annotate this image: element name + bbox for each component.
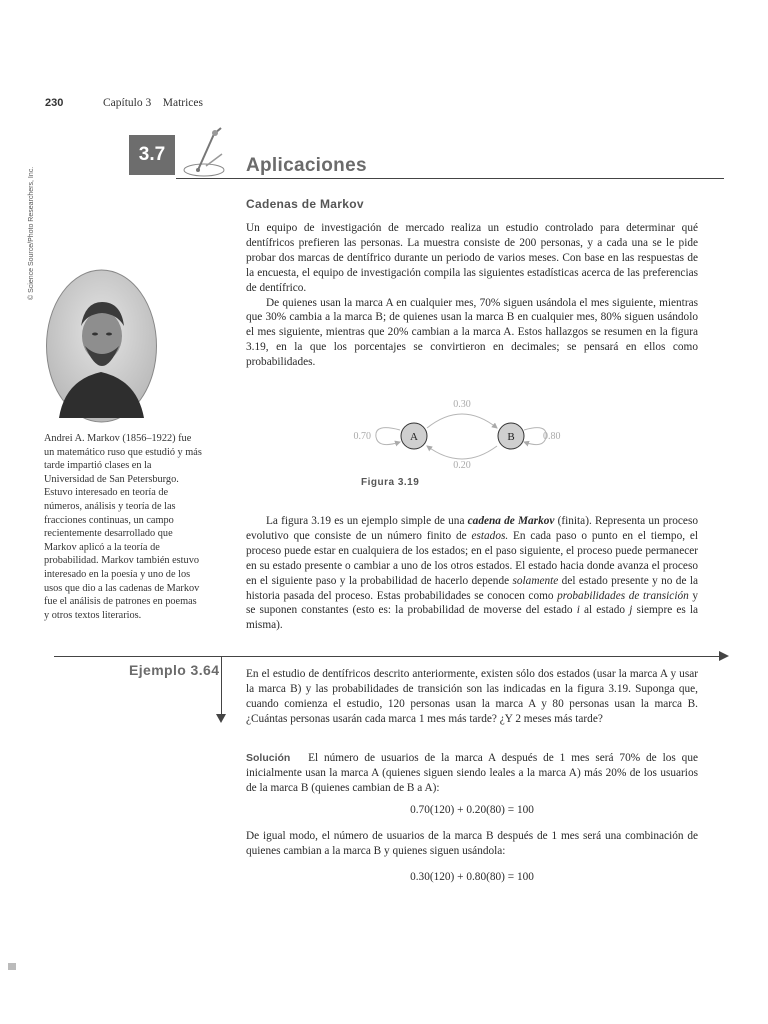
arrow-right-icon [719,651,731,662]
example-rule [54,656,726,657]
middle-text: De igual modo, el número de usuarios de la marca B después de 1 mes será una combinación de quienes cambian a la marca B y quienes siguen usándola: [246,830,698,857]
term-probabilidades-de-transicion: probabilidades de transición [557,589,689,602]
arrow-down-icon [216,714,227,724]
running-header: Capítulo 3 Matrices [103,97,203,109]
state-a-label: A [410,431,418,443]
example-statement: En el estudio de dentífricos descrito anteriormente, existen sólo dos estados (usar la marca A y usar la marca B) y las probabilidades de transición son las indicadas en la figura 3.19. Suponga que, cuando comienza el estudio, 120 personas usan la marca A y 80 personas usan la marca B. ¿Cuántas personas usarán cada marca 1 mes más tarde? ¿Y 2 meses más tarde? [246,668,698,725]
portrait-caption: Andrei A. Markov (1856–1922) fue un matemático ruso que estudió y más tarde impartió clases en la Universidad de San Petersburgo. Estuvo interesado en teoría de números, análisis y teoría de las fracciones continuas, un campo recientemente desarrollado que Markov aplicó a la teoría de probabilidad. Markov también estuvo interesado en la poesía y uno de los usos que dio a las cadenas de Markov fue el análisis de patrones en poemas y otros textos literarios. [44,433,202,621]
edge-a-to-b [427,414,497,428]
intro-text [246,221,698,370]
text-run: al estado [579,604,630,617]
markov-state-diagram [340,395,580,475]
loop-a [376,428,400,445]
section-title: Aplicaciones [246,155,367,176]
equation-brand-b: 0.30(120) + 0.80(80) = 100 [410,871,534,883]
text-run: La figura 3.19 es un ejemplo simple de una [266,515,468,527]
title-rule [176,178,724,179]
markov-definition-text [246,514,698,633]
edge-b-to-a [427,446,497,459]
photo-credit: © Science Source/Photo Researchers, Inc. [28,166,35,300]
solution-label: Solución [246,752,291,764]
term-estados: estados. [471,529,509,542]
text-run: (finita). Representa un proceso evolutivo que consiste de un número finito de [246,515,698,542]
page-edge-marker [8,963,16,970]
variable-i: i [576,604,580,617]
term-cadena-de-markov: cadena de Markov [467,515,555,527]
text-run: del estado presente y no de la historia pasada del proceso. Estas probabilidades se conocen como [246,574,698,602]
equation-brand-a: 0.70(120) + 0.20(80) = 100 [410,804,534,816]
solution-text-block [246,751,698,796]
prob-a-to-b: 0.30 [453,399,471,410]
prob-a-loop: 0.70 [353,431,371,442]
prob-b-loop: 0.80 [543,431,561,442]
prob-b-to-a: 0.20 [453,460,471,471]
figure-label: Figura 3.19 [361,477,420,488]
page-number: 230 [45,97,64,109]
intro-paragraph-1: Un equipo de investigación de mercado realiza un estudio controlado para determinar qué dentífricos prefieren las personas. La muestra consiste de 200 personas, y a cada una se le pide probar dos marcas de dentífrico durante un periodo de varios meses. Con base en las respuestas de la encuesta, el equipo de investigación compila las siguientes estadísticas acerca de las preferencias de dentífrico. [246,222,698,294]
text-run: En cada paso o punto en el tiempo, el proceso puede estar en cualquiera de los estados; en el paso siguiente, el proceso puede permanecer en su estado presente o cambiar a uno de los otros estados. El estado hacia donde avanza el proceso en el siguiente paso y la probabilidad de hacerlo depende [246,529,699,587]
intro-paragraph-2: De quienes usan la marca A en cualquier mes, 70% siguen usándola el mes siguiente, mientras que 30% cambia a la marca B; de quienes usan la marca B en cualquier mes, 80% siguen usándolo el mes siguiente, mientras que 20% cambian a la marca A. Estos hallazgos se resumen en la figura 3.19, en la que los porcentajes se convirtieron en decimales; se pensará en ellos como probabilidades. [246,296,698,369]
subsection-title: Cadenas de Markov [246,197,364,211]
compass-drawing-icon [176,124,246,180]
text-run: siempre es la misma). [246,604,699,632]
example-label: Ejemplo 3.64 [129,662,220,678]
example-vertical-rule [221,656,222,718]
text-run: y se suponen constantes (esto es: la probabilidad de moverse del estado [246,589,698,617]
solution-text: El número de usuarios de la marca A después de 1 mes será 70% de los que inicialmente usan la marca A (quienes siguen siendo leales a la marca A) más 20% de los usuarios de la marca B (quienes cambian de B a A): [246,752,698,794]
state-b-label: B [507,431,515,443]
term-solamente: solamente [512,574,559,587]
section-number-box: 3.7 [129,135,175,175]
variable-j: j [629,604,633,617]
markov-portrait [45,268,158,424]
